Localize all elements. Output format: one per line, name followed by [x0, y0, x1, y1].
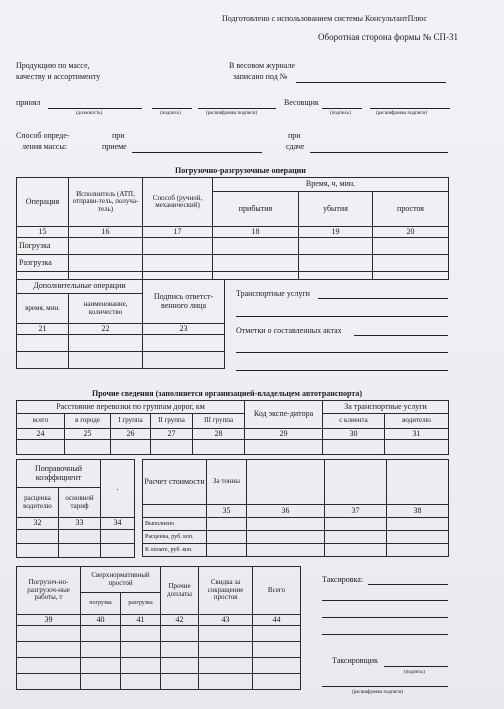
per-ton-header: За тонны — [207, 460, 247, 505]
table-cell[interactable] — [387, 544, 449, 557]
table-cell[interactable] — [299, 272, 373, 280]
taxer-hint-signature: (подпись) — [404, 670, 425, 675]
col-number: 43 — [199, 615, 253, 626]
taxation-label: Таксировка: — [322, 575, 364, 584]
acts-notes-line-2[interactable] — [236, 352, 448, 353]
extra-ops-signature: Подпись ответст-венного лица — [143, 280, 225, 324]
table-cell[interactable] — [199, 626, 253, 642]
table-cell[interactable] — [143, 505, 207, 518]
table-cell[interactable] — [17, 658, 81, 674]
table-cell[interactable] — [387, 518, 449, 531]
table-cell[interactable] — [69, 255, 143, 272]
col-number: 37 — [325, 505, 387, 518]
table-cell[interactable] — [325, 531, 387, 544]
table-cell[interactable] — [247, 544, 325, 557]
method-label-2: ления массы: — [22, 142, 68, 151]
table-cell[interactable] — [253, 658, 301, 674]
col-number: 21 — [17, 324, 69, 335]
other-pay-header: Прочие доплаты — [161, 567, 199, 615]
other-info-table — [16, 400, 449, 455]
table-cell[interactable] — [207, 518, 247, 531]
col-number: 33 — [59, 518, 101, 530]
loading-col-operation: Операция — [17, 178, 69, 227]
loading-section-title: Погрузочно-разгрузочные операции — [175, 166, 306, 175]
services-driver: водителю — [385, 414, 449, 429]
loading-col-idle: простоя — [373, 192, 449, 227]
loading-works-header: Погрузоч-но-разгрузоч-ные работы, т — [17, 567, 81, 615]
extra-ops-time: время, мин. — [17, 294, 69, 324]
extra-ops-table — [16, 279, 225, 369]
table-cell[interactable] — [121, 642, 161, 658]
table-cell[interactable] — [387, 460, 449, 505]
taxer-decoding-line[interactable] — [322, 686, 448, 687]
row-unloading-label: Разгрузка — [17, 255, 69, 272]
acts-notes-line-3[interactable] — [236, 370, 448, 371]
delivery-method-line[interactable] — [310, 152, 448, 153]
table-cell[interactable] — [121, 658, 161, 674]
correction-base-tariff: основной тариф — [59, 488, 101, 518]
col-number: 32 — [17, 518, 59, 530]
weigher-hint-decoding: (расшифровка подписи) — [376, 111, 428, 116]
product-label-1: Продукцию по массе, — [16, 61, 90, 70]
hint-position: (должность) — [76, 111, 103, 116]
taxation-line-4[interactable] — [322, 634, 448, 635]
col-number: 39 — [17, 615, 81, 626]
col-number: 18 — [213, 227, 299, 238]
table-cell[interactable] — [81, 626, 121, 642]
acts-notes-label: Отметки о составленных актах — [236, 326, 342, 335]
distance-group3: III группа — [193, 414, 245, 429]
col-number: 15 — [17, 227, 69, 238]
table-cell[interactable] — [161, 642, 199, 658]
overtime-header: Сверхнормативный простой — [81, 567, 161, 593]
accepted-decoding-line[interactable] — [198, 108, 276, 109]
table-cell[interactable] — [81, 674, 121, 690]
table-cell[interactable] — [325, 518, 387, 531]
table-cell[interactable] — [101, 530, 135, 544]
loading-table — [16, 177, 449, 280]
transport-services-line-2[interactable] — [236, 316, 448, 317]
loading-col-time: Время, ч, мин. — [213, 178, 449, 192]
table-cell[interactable] — [143, 352, 225, 369]
form-side-title: Оборотная сторона формы № СП-31 — [318, 32, 458, 42]
col-number: 26 — [111, 429, 151, 440]
taxer-hint-decoding: (расшифровка подписи) — [352, 690, 404, 695]
col-number: 29 — [245, 429, 323, 440]
col-number: 19 — [299, 227, 373, 238]
correction-table — [16, 459, 135, 558]
correction-driver-rate: расценка водителю — [17, 488, 59, 518]
transport-services-line[interactable] — [318, 298, 448, 299]
table-cell[interactable] — [325, 460, 387, 505]
distance-header: Расстояние перевозки по группам дорог, км — [17, 401, 245, 414]
weigher-signature-line[interactable] — [322, 108, 362, 109]
col-number: 30 — [323, 429, 385, 440]
table-cell[interactable] — [59, 544, 101, 558]
table-cell[interactable] — [199, 658, 253, 674]
col-number: 28 — [193, 429, 245, 440]
table-cell[interactable] — [247, 518, 325, 531]
table-cell[interactable] — [81, 658, 121, 674]
weigher-label: Весовщик — [284, 98, 319, 107]
table-cell[interactable] — [385, 440, 449, 455]
distance-group2: II группа — [151, 414, 193, 429]
col-number: 34 — [101, 518, 135, 530]
for-services-header: За транспортные услуги — [323, 401, 449, 414]
col-number: 24 — [17, 429, 65, 440]
accepted-label: принял — [16, 98, 41, 107]
forwarder-code-header: Код экспе-дитора — [245, 401, 323, 429]
col-number: 20 — [373, 227, 449, 238]
overtime-unloading: разгрузка — [121, 593, 161, 615]
row-rates-label: Расценка, руб. коп. — [143, 531, 207, 544]
table-cell[interactable] — [247, 531, 325, 544]
table-cell[interactable] — [17, 626, 81, 642]
table-cell[interactable] — [161, 674, 199, 690]
table-cell[interactable] — [81, 642, 121, 658]
table-cell[interactable] — [121, 626, 161, 642]
col-number: 44 — [253, 615, 301, 626]
bottom-table — [16, 566, 301, 690]
table-cell[interactable] — [253, 674, 301, 690]
journal-label-2: записано под № — [233, 72, 288, 81]
extra-ops-title: Дополнительные операции — [17, 280, 143, 294]
prepared-note: Подготовлено с использованием системы КонсультантПлюс — [222, 14, 427, 23]
table-cell[interactable] — [17, 642, 81, 658]
table-cell[interactable] — [207, 544, 247, 557]
table-cell[interactable] — [151, 440, 193, 455]
cost-calc-table — [142, 459, 449, 557]
taxation-line-2[interactable] — [322, 600, 448, 601]
distance-in-city: в городе — [65, 414, 111, 429]
table-cell[interactable] — [213, 255, 299, 272]
method-label-1: Способ опреде- — [16, 131, 70, 140]
table-cell[interactable] — [207, 531, 247, 544]
distance-group1: I группа — [111, 414, 151, 429]
table-cell[interactable] — [59, 530, 101, 544]
table-cell[interactable] — [253, 626, 301, 642]
table-cell[interactable] — [299, 255, 373, 272]
table-cell[interactable] — [143, 238, 213, 255]
table-cell[interactable] — [161, 626, 199, 642]
table-cell[interactable] — [101, 544, 135, 558]
receipt-label-2: приеме — [102, 142, 127, 151]
taxation-line-3[interactable] — [322, 617, 448, 618]
services-with-client: с клиента — [323, 414, 385, 429]
col-number: 23 — [143, 324, 225, 335]
table-cell[interactable] — [247, 460, 325, 505]
col-number: 27 — [151, 429, 193, 440]
loading-col-departure: убытия — [299, 192, 373, 227]
table-cell[interactable] — [69, 238, 143, 255]
other-section-title: Прочие сведения (заполняется организацией-владельцем автотранспорта) — [92, 389, 363, 398]
table-cell[interactable] — [199, 674, 253, 690]
col-number: 36 — [247, 505, 325, 518]
table-cell[interactable] — [17, 674, 81, 690]
overtime-loading: погрузка — [81, 593, 121, 615]
accepted-signature-line[interactable] — [152, 108, 192, 109]
table-cell[interactable] — [299, 238, 373, 255]
table-cell[interactable] — [325, 544, 387, 557]
loading-col-method: Способ (ручной, механический) — [143, 178, 213, 227]
col-number: 25 — [65, 429, 111, 440]
table-cell[interactable] — [143, 335, 225, 352]
table-cell[interactable] — [65, 440, 111, 455]
delivery-label-1: при — [288, 131, 301, 140]
table-cell[interactable] — [373, 272, 449, 280]
table-cell[interactable] — [373, 238, 449, 255]
receipt-label-1: при — [112, 131, 125, 140]
table-cell[interactable] — [161, 658, 199, 674]
col-number: 38 — [387, 505, 449, 518]
row-loading-label: Погрузка — [17, 238, 69, 255]
extra-ops-name: наименование, количество — [69, 294, 143, 324]
col-number: 40 — [81, 615, 121, 626]
col-number: 42 — [161, 615, 199, 626]
journal-label-1: В весовом журнале — [229, 61, 295, 70]
col-number: 22 — [69, 324, 143, 335]
table-cell[interactable] — [143, 255, 213, 272]
table-cell[interactable] — [373, 255, 449, 272]
hint-signature: (подпись) — [160, 111, 181, 116]
table-cell[interactable] — [69, 335, 143, 352]
transport-services-label: Транспортные услуги — [236, 289, 310, 298]
table-cell[interactable] — [253, 642, 301, 658]
table-cell[interactable] — [213, 272, 299, 280]
loading-col-executor: Исполнитель (АТП, отправи-тель, получа-тель) — [69, 178, 143, 227]
row-to-pay-label: К оплате, руб. коп. — [143, 544, 207, 557]
weigher-decoding-line[interactable] — [370, 108, 450, 109]
product-label-2: качеству и ассортименту — [16, 72, 101, 81]
correction-dot: . — [101, 460, 135, 518]
table-cell[interactable] — [17, 530, 59, 544]
table-cell[interactable] — [17, 335, 69, 352]
col-number: 31 — [385, 429, 449, 440]
taxer-label: Таксировщик — [332, 656, 378, 665]
total-header: Всего — [253, 567, 301, 615]
col-number: 41 — [121, 615, 161, 626]
cost-calc-header: Расчет стоимости — [143, 460, 207, 505]
table-cell[interactable] — [387, 531, 449, 544]
taxer-signature-line[interactable] — [384, 666, 448, 667]
table-cell[interactable] — [17, 352, 69, 369]
delivery-label-2: сдаче — [286, 142, 305, 151]
accepted-position-line[interactable] — [48, 108, 142, 109]
col-number: 35 — [207, 505, 247, 518]
col-number: 16 — [69, 227, 143, 238]
weigher-hint-signature: (подпись) — [330, 111, 351, 116]
table-cell[interactable] — [323, 440, 385, 455]
table-cell[interactable] — [17, 544, 59, 558]
receipt-method-line[interactable] — [132, 152, 262, 153]
table-cell[interactable] — [193, 440, 245, 455]
journal-number-line[interactable] — [296, 82, 446, 83]
table-cell[interactable] — [199, 642, 253, 658]
acts-notes-line[interactable] — [354, 335, 448, 336]
taxation-line-1[interactable] — [368, 584, 448, 585]
table-cell[interactable] — [111, 440, 151, 455]
loading-col-arrival: прибытия — [213, 192, 299, 227]
table-cell[interactable] — [69, 352, 143, 369]
table-cell[interactable] — [213, 238, 299, 255]
discount-header: Скидка за сокращение простоя — [199, 567, 253, 615]
correction-header: Поправочный коэффициент — [17, 460, 101, 488]
distance-total: всего — [17, 414, 65, 429]
col-number: 17 — [143, 227, 213, 238]
table-cell[interactable] — [245, 440, 323, 455]
hint-decoding: (расшифровка подписи) — [206, 111, 258, 116]
table-cell[interactable] — [121, 674, 161, 690]
table-cell[interactable] — [17, 440, 65, 455]
row-done-label: Выполнено — [143, 518, 207, 531]
